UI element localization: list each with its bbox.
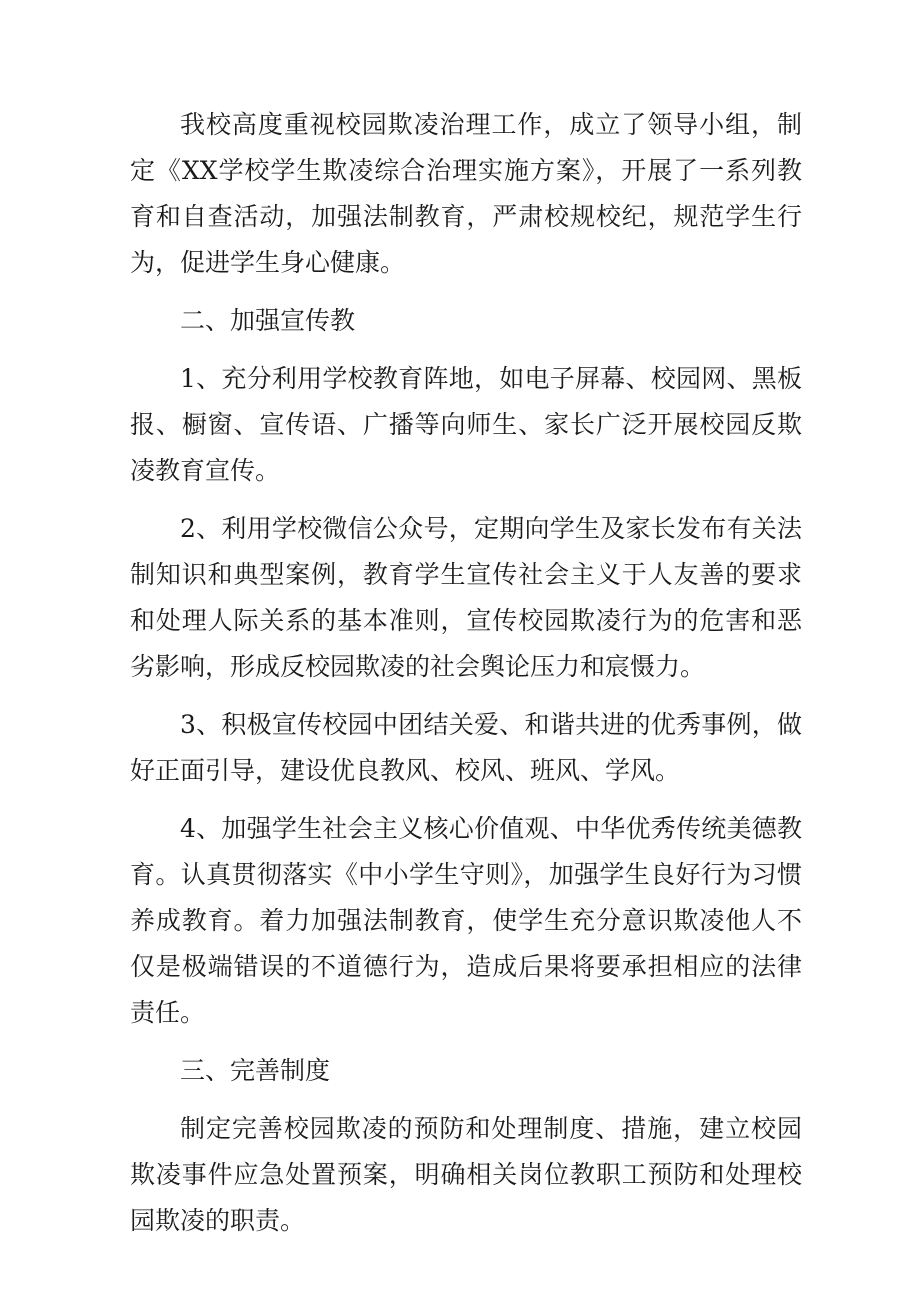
section2-item-1: 1、充分利用学校教育阵地，如电子屏幕、校园网、黑板报、橱窗、宣传语、广播等向师生、家长广泛开展校园反欺凌教育宣传。: [130, 364, 802, 485]
section3-paragraph: 制定完善校园欺凌的预防和处理制度、措施，建立校园欺凌事件应急处置预案，明确相关岗位教职工预防和处理校园欺凌的职责。: [130, 1114, 802, 1235]
section-heading-2: 二、加强宣传教: [180, 306, 356, 335]
section2-item-2: 2、利用学校微信公众号，定期向学生及家长发布有关法制知识和典型案例，教育学生宣传社会主义于人友善的要求和处理人际关系的基本准则，宣传校园欺凌行为的危害和恶劣影响，形成反校园欺凌的社会舆论压力和宸慑力。: [130, 514, 802, 681]
document-body: [130, 102, 802, 1244]
section2-item-3: 3、积极宣传校园中团结关爱、和谐共进的优秀事例，做好正面引导，建设优良教风、校风、班风、学风。: [130, 710, 802, 785]
intro-paragraph: 我校高度重视校园欺凌治理工作，成立了领导小组，制定《XX学校学生欺凌综合治理实施方案》，开展了一系列教育和自查活动，加强法制教育，严肃校规校纪，规范学生行为，促进学生身心健康。: [130, 110, 802, 277]
section2-item-4: 4、加强学生社会主义核心价值观、中华优秀传统美德教育。认真贯彻落实《中小学生守则》，加强学生良好行为习惯养成教育。着力加强法制教育，使学生充分意识欺凌他人不仅是极端错误的不道德行为，造成后果将要承担相应的法律责任。: [130, 814, 802, 1027]
section-heading-3: 三、完善制度: [180, 1056, 331, 1085]
